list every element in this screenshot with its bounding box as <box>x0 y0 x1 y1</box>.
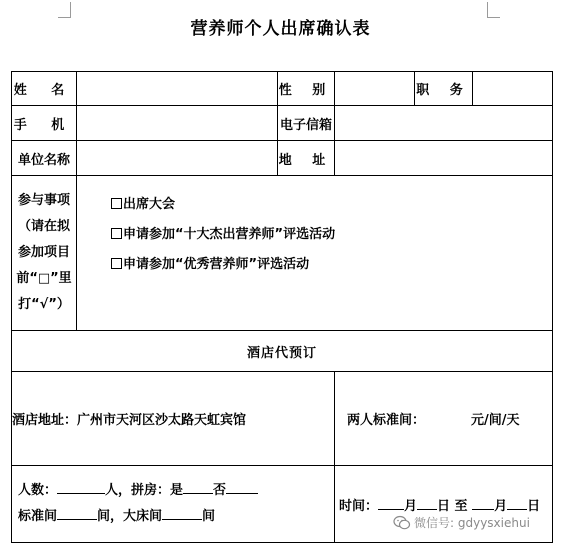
end-month-input[interactable] <box>472 495 494 510</box>
share-yes-input[interactable] <box>183 479 213 494</box>
email-label: 电子信箱 <box>278 106 335 141</box>
option-attend-conference[interactable] <box>111 196 552 214</box>
organization-label: 单位名称 <box>12 141 77 176</box>
row-hotel-address <box>12 372 553 466</box>
participation-label-line: 参加项目 <box>17 245 70 260</box>
wechat-watermark <box>393 514 530 531</box>
row-name <box>12 72 553 106</box>
gender-label: 性 别 <box>278 72 335 106</box>
start-day-label: 日 至 <box>437 498 468 514</box>
end-day-label: 日 <box>527 498 541 514</box>
phone-label: 手 机 <box>12 106 77 141</box>
share-no-input[interactable] <box>226 479 258 494</box>
row-phone <box>12 106 553 141</box>
page-title: 营养师个人出席确认表 <box>190 19 371 39</box>
participation-options <box>77 176 553 331</box>
standard-room-count-label: 标准间 <box>18 509 58 524</box>
position-label: 职 务 <box>415 72 473 106</box>
end-day-input[interactable] <box>507 495 527 510</box>
participation-label-line: （请在拟 <box>17 219 70 234</box>
checkbox-attend-conference[interactable] <box>111 198 122 209</box>
end-month-label: 月 <box>494 498 508 514</box>
name-field[interactable] <box>77 72 278 106</box>
email-field[interactable] <box>335 106 553 141</box>
share-room-no: 否 <box>213 483 227 498</box>
phone-field[interactable] <box>77 106 278 141</box>
hotel-section-title: 酒店代预订 <box>12 331 553 372</box>
wechat-icon <box>393 515 411 531</box>
option-top-ten-nutritionist[interactable] <box>111 226 552 244</box>
organization-field[interactable] <box>77 141 278 176</box>
address-label: 地 址 <box>278 141 335 176</box>
option-excellent-nutritionist[interactable] <box>111 256 552 274</box>
people-count-input[interactable] <box>57 479 105 494</box>
row-hotel-title <box>12 331 553 372</box>
address-field[interactable] <box>335 141 553 176</box>
hotel-address: 酒店地址：广州市天河区沙太路天虹宾馆 <box>12 372 335 466</box>
start-day-input[interactable] <box>417 495 437 510</box>
option-label: 申请参加“优秀营养师”评选活动 <box>123 257 310 272</box>
rooms-unit: 间 <box>202 509 216 524</box>
option-label: 申请参加“十大杰出营养师”评选活动 <box>123 227 336 242</box>
participation-label-line: 参与事项 <box>17 193 70 208</box>
option-label: 出席大会 <box>123 197 176 212</box>
time-prefix: 时间： <box>339 498 379 514</box>
participation-label-line: 前“□”里 <box>16 271 72 286</box>
share-room-yes: 人，拼房：是 <box>105 483 184 498</box>
standard-room-count-input[interactable] <box>57 505 97 520</box>
king-room-label: 间，大床间 <box>97 509 163 524</box>
name-label: 姓 名 <box>12 72 77 106</box>
position-field[interactable] <box>473 72 553 106</box>
standard-room-price-unit: 元/间/天 <box>471 413 520 428</box>
checkbox-top-ten-nutritionist[interactable] <box>111 228 122 239</box>
checkbox-excellent-nutritionist[interactable] <box>111 258 122 269</box>
row-organization <box>12 141 553 176</box>
start-month-label: 月 <box>404 498 418 514</box>
king-room-count-input[interactable] <box>162 505 202 520</box>
people-prefix: 人数： <box>18 483 58 498</box>
participation-label <box>12 176 77 331</box>
booking-people-cell <box>12 466 335 543</box>
start-month-input[interactable] <box>378 495 404 510</box>
rooms-line <box>18 504 334 530</box>
standard-room-price <box>335 372 553 466</box>
watermark-text: 微信号: gdyysxiehui <box>414 516 530 530</box>
standard-room-label: 两人标准间： <box>347 413 426 428</box>
people-line <box>18 478 334 504</box>
gender-field[interactable] <box>335 72 415 106</box>
participation-label-line: 打“√”） <box>18 297 70 312</box>
row-participation <box>12 176 553 331</box>
confirmation-form-table <box>11 71 553 543</box>
